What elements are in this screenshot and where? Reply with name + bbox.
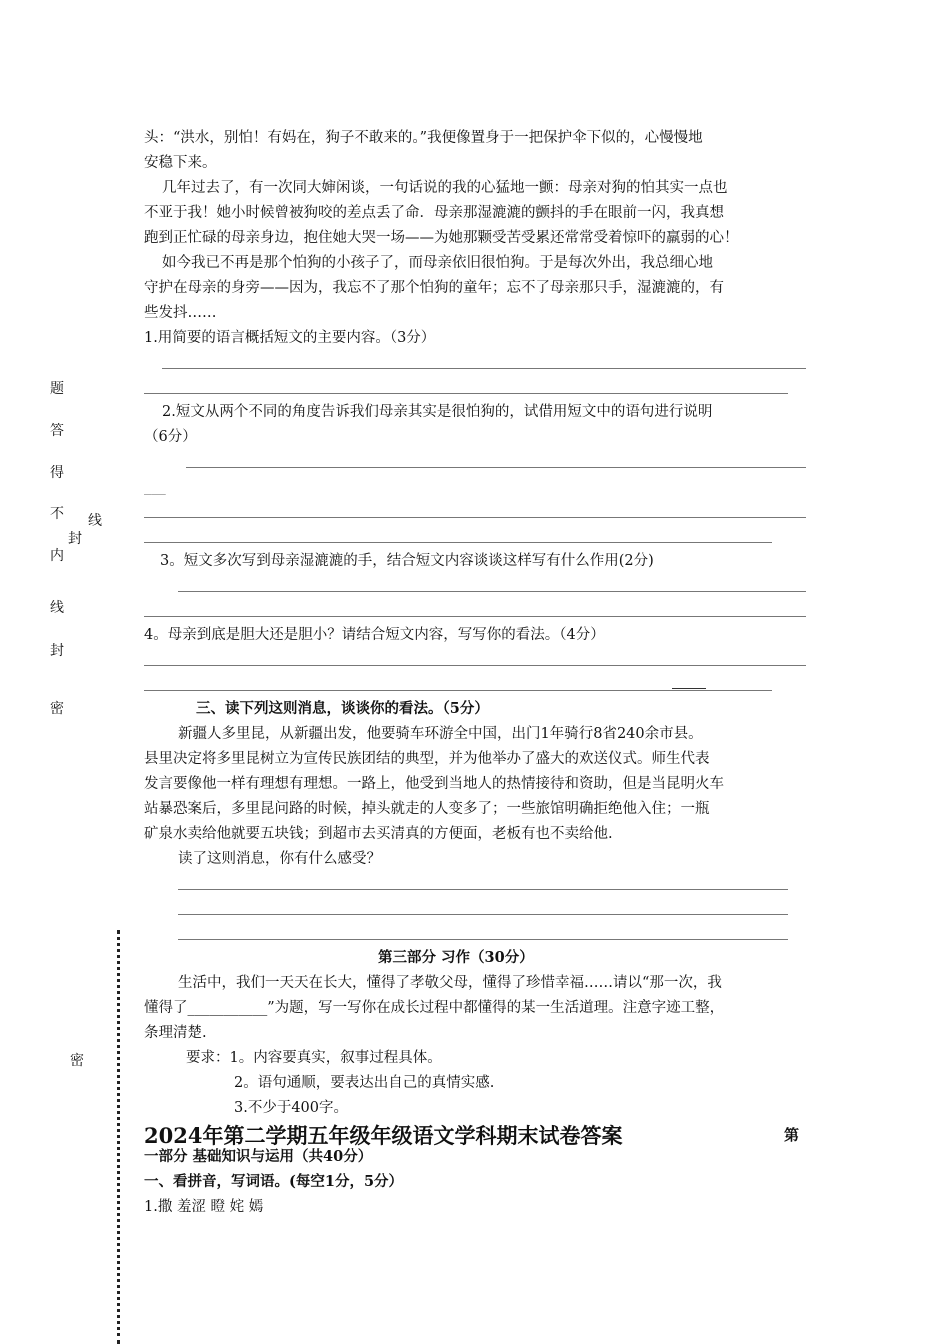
news-line-2: 县里决定将多里昆树立为宣传民族团结的典型，并为他举办了盛大的欢送仪式。师生代表 [144, 751, 710, 767]
seal-dotted-line [117, 930, 120, 1344]
passage-line-3: 几年过去了，有一次同大婶闲谈，一句话说的我的心猛地一颤：母亲对狗的怕其实一点也 [162, 180, 728, 196]
passage-line-5: 跑到正忙碌的母亲身边，抱住她大哭一场——为她那颗受苦受累还常常受着惊吓的羸弱的心！ [144, 230, 739, 246]
part-3-heading: 第三部分 习作（30分） [378, 949, 534, 966]
answer-line[interactable] [144, 690, 772, 691]
question-2: 2.短文从两个不同的角度告诉我们母亲其实是很怕狗的，试借用短文中的语句进行说明 [162, 404, 713, 420]
composition-line-2: 懂得了___________”为题，写一写你在成长过程中都懂得的某一生活道理。注意字迹工整， [144, 1000, 725, 1016]
question-4: 4。母亲到底是胆大还是胆小？请结合短文内容，写写你的看法。（4分） [144, 627, 605, 643]
news-prompt: 读了这则消息，你有什么感受？ [178, 851, 381, 867]
passage-line-6: 如今我已不再是那个怕狗的小孩子了，而母亲依旧很怕狗。于是每次外出，我总细心地 [162, 255, 713, 271]
passage-line-7: 守护在母亲的身旁——因为，我忘不了那个怕狗的童年；忘不了母亲那只手，湿漉漉的，有 [144, 280, 724, 296]
margin-char-2: 线 [88, 513, 102, 529]
answer-line[interactable] [178, 591, 806, 592]
question-1: 1.用简要的语言概括短文的主要内容。（3分） [144, 330, 436, 346]
section-3-heading: 三、读下列这则消息，谈谈你的看法。（5分） [196, 700, 489, 717]
news-line-3: 发言要像他一样有理想有理想。一路上，他受到当地人的热情接待和资助，但是当昆明火车 [144, 776, 724, 792]
answer-section-1: 一、看拼音，写词语。(每空1分，5分） [144, 1173, 404, 1190]
answer-part-1: 一部分 基础知识与运用（共40分） [144, 1148, 373, 1165]
answer-line[interactable] [186, 467, 806, 468]
answer-key-title: 2024年第二学期五年级年级语文学科期末试卷答案 [144, 1123, 623, 1148]
answer-row-1: 1.撒 羞涩 瞪 姹 嫣 [144, 1199, 264, 1215]
answer-line[interactable] [178, 914, 788, 915]
margin-char-lower: 密 [70, 1053, 84, 1069]
news-line-5: 矿泉水卖给他就要五块钱；到超市去买清真的方便面，老板有也不卖给他. [144, 826, 613, 842]
passage-line-4: 不亚于我！她小时候曾被狗咬的差点丢了命．母亲那湿漉漉的颤抖的手在眼前一闪，我真想 [144, 205, 724, 221]
answer-line[interactable] [144, 665, 806, 666]
requirement-2: 2。语句通顺，要表达出自己的真情实感. [234, 1075, 495, 1091]
requirement-1: 要求：1。内容要真实，叙事过程具体。 [186, 1050, 442, 1066]
news-line-4: 站暴恐案后，多里昆问路的时候，掉头就走的人变多了；一些旅馆明确拒绝他入住；一瓶 [144, 801, 710, 817]
answer-line[interactable] [144, 616, 806, 617]
passage-line-2: 安稳下来。 [144, 155, 217, 171]
news-line-1: 新疆人多里昆，从新疆出发，他要骑车环游全中国，出门1年骑行8省240余市县。 [178, 726, 703, 742]
question-2-score: （6分） [144, 429, 197, 445]
margin-char: 线 [50, 600, 64, 616]
margin-char: 题 [50, 381, 64, 397]
margin-char: 不 [50, 506, 64, 522]
answer-line-tail: ___ [144, 479, 166, 495]
passage-line-8: 些发抖…… [144, 305, 217, 321]
answer-line[interactable] [178, 889, 788, 890]
composition-line-1: 生活中，我们一天天在长大，懂得了孝敬父母，懂得了珍惜幸福……请以“那一次，我 [178, 975, 722, 991]
composition-line-3: 条理清楚. [144, 1025, 207, 1041]
passage-line-1: 头：“洪水，别怕！有妈在，狗子不敢来的。”我便像置身于一把保护伞下似的，心慢慢地 [144, 130, 703, 146]
margin-char: 答 [50, 423, 64, 439]
margin-char: 内 [50, 548, 64, 564]
answer-line[interactable] [144, 393, 788, 394]
margin-char-2: 封 [68, 531, 82, 547]
margin-char: 封 [50, 643, 64, 659]
question-3: 3。短文多次写到母亲湿漉漉的手，结合短文内容谈谈这样写有什么作用(2分) [160, 553, 654, 569]
answer-line[interactable] [144, 517, 806, 518]
margin-char: 密 [50, 701, 64, 717]
answer-line[interactable] [178, 939, 788, 940]
answer-line-mark [672, 688, 706, 689]
answer-line[interactable] [144, 542, 772, 543]
requirement-3: 3.不少于400字。 [234, 1100, 349, 1116]
answer-key-title-tail: 第 [784, 1126, 800, 1144]
margin-char: 得 [50, 465, 64, 481]
answer-line[interactable] [162, 368, 806, 369]
